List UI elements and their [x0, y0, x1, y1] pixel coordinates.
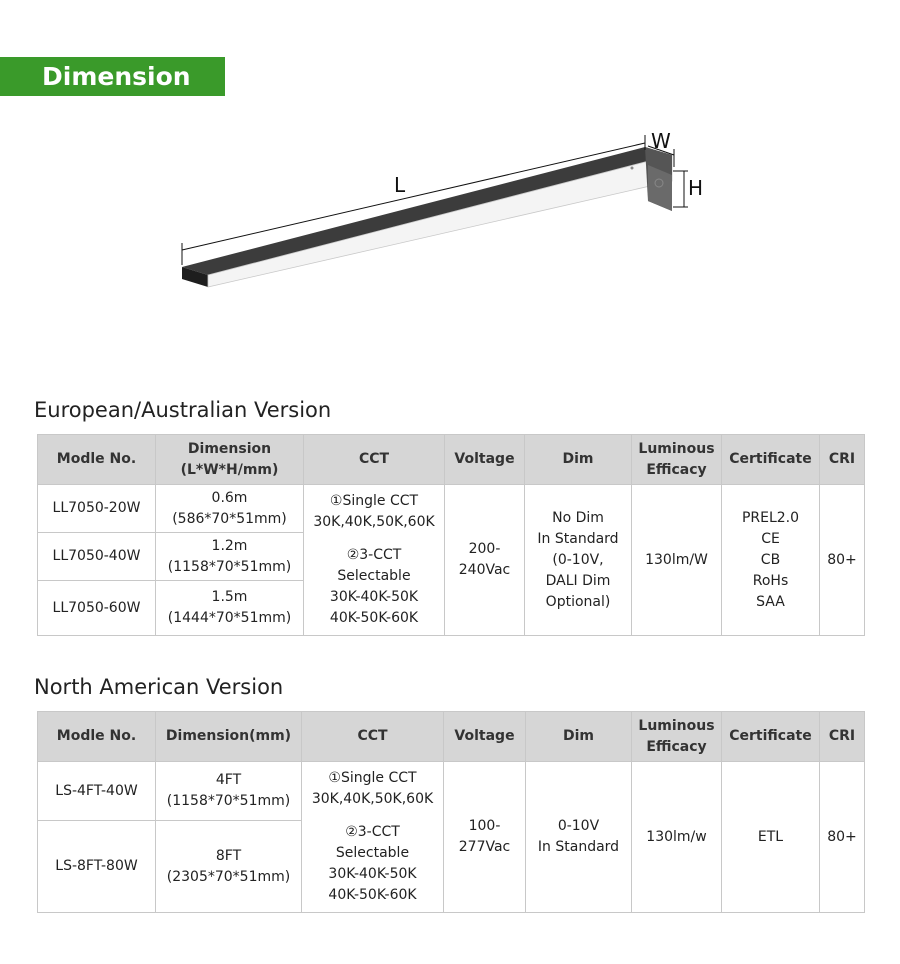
header-model: Modle No.: [38, 712, 156, 762]
fixture-diffuser: [208, 155, 672, 287]
efficacy-cell: 130lm/w: [632, 762, 722, 913]
header-dimension: Dimension (L*W*H/mm): [156, 435, 304, 485]
header-dimension: Dimension(mm): [156, 712, 302, 762]
dimension-cell: 1.2m (1158*70*51mm): [156, 533, 304, 581]
header-certificate: Certificate: [722, 435, 820, 485]
eu-section-title: European/Australian Version: [34, 398, 332, 422]
dimension-cell: 1.5m (1444*70*51mm): [156, 581, 304, 636]
model-cell: LS-8FT-80W: [38, 821, 156, 913]
model-cell: LL7050-60W: [38, 581, 156, 636]
table-row: [38, 485, 865, 533]
header-model: Modle No.: [38, 435, 156, 485]
section-banner: [0, 57, 225, 96]
certificate-cell: PREL2.0 CE CB RoHs SAA: [722, 485, 820, 636]
eu-header-row: [38, 435, 865, 485]
cri-cell: 80+: [820, 485, 865, 636]
length-label: L: [394, 173, 406, 197]
na-spec-table: [37, 711, 865, 913]
header-dim: Dim: [526, 712, 632, 762]
header-efficacy: Luminous Efficacy: [632, 435, 722, 485]
header-cri: CRI: [820, 435, 865, 485]
model-cell: LL7050-40W: [38, 533, 156, 581]
height-label: H: [688, 176, 704, 200]
table-row: [38, 762, 865, 821]
na-header-row: [38, 712, 865, 762]
dimension-cell: 8FT (2305*70*51mm): [156, 821, 302, 913]
fixture-top-face: [182, 147, 672, 275]
model-cell: LS-4FT-40W: [38, 762, 156, 821]
dimension-cell: 4FT (1158*70*51mm): [156, 762, 302, 821]
certificate-cell: ETL: [722, 762, 820, 913]
fixture-dimension-diagram: [170, 125, 730, 305]
header-cri: CRI: [820, 712, 865, 762]
eu-spec-table: [37, 434, 865, 636]
header-certificate: Certificate: [722, 712, 820, 762]
dim-cell: No Dim In Standard (0-10V, DALI Dim Optional): [525, 485, 632, 636]
banner-title: Dimension: [42, 62, 191, 91]
fixture-dot: [631, 167, 634, 170]
model-cell: LL7050-20W: [38, 485, 156, 533]
dim-cell: 0-10V In Standard: [526, 762, 632, 913]
voltage-cell: 100- 277Vac: [444, 762, 526, 913]
header-cct: CCT: [302, 712, 444, 762]
header-cct: CCT: [304, 435, 445, 485]
na-section-title: North American Version: [34, 675, 284, 699]
header-voltage: Voltage: [444, 712, 526, 762]
header-efficacy: Luminous Efficacy: [632, 712, 722, 762]
header-dim: Dim: [525, 435, 632, 485]
dimension-cell: 0.6m (586*70*51mm): [156, 485, 304, 533]
cct-cell: ①Single CCT 30K,40K,50K,60K ②3-CCT Selectable 30K-40K-50K 40K-50K-60K: [304, 485, 445, 636]
width-label: W: [651, 129, 671, 153]
efficacy-cell: 130lm/W: [632, 485, 722, 636]
header-voltage: Voltage: [445, 435, 525, 485]
voltage-cell: 200- 240Vac: [445, 485, 525, 636]
cct-cell: ①Single CCT 30K,40K,50K,60K ②3-CCT Selectable 30K-40K-50K 40K-50K-60K: [302, 762, 444, 913]
cri-cell: 80+: [820, 762, 865, 913]
